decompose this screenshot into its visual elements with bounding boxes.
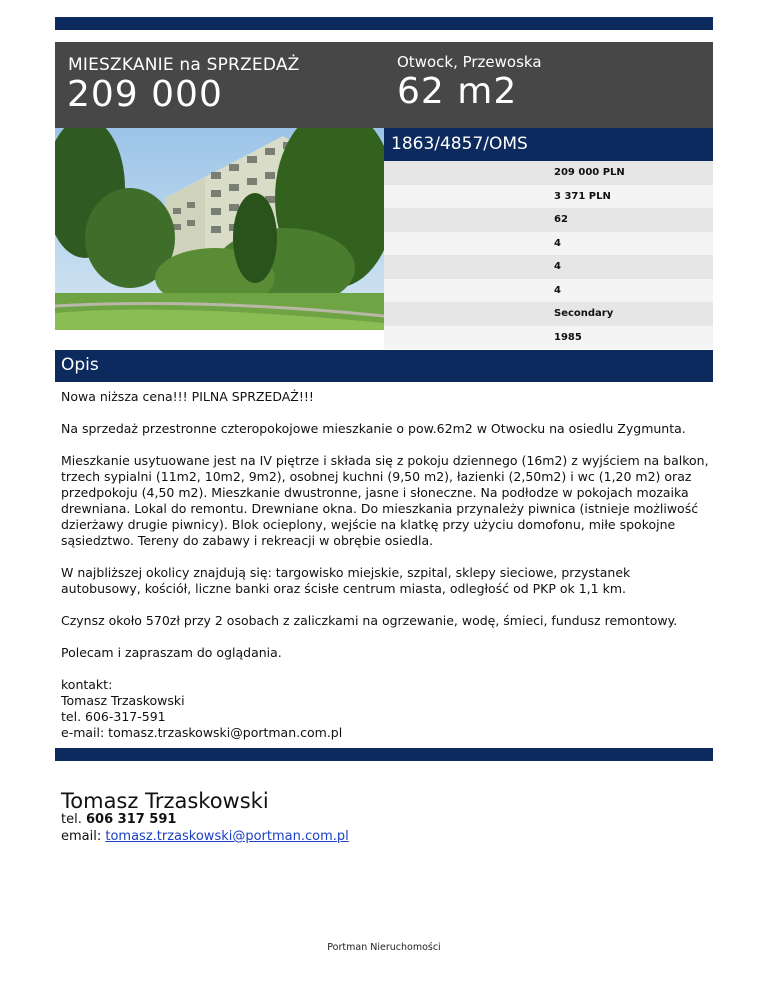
contact-name: Tomasz Trzaskowski — [61, 693, 185, 708]
listing-location: Otwock, Przewoska — [397, 53, 542, 71]
listing-area: 62 m2 — [397, 71, 518, 112]
detail-rooms: 4 — [384, 232, 713, 256]
detail-area: 62 — [384, 208, 713, 232]
top-accent-bar — [55, 17, 713, 30]
property-details-table — [384, 161, 713, 349]
detail-price: 209 000 PLN — [384, 161, 713, 185]
listing-header — [55, 42, 713, 128]
description-body — [61, 389, 711, 741]
detail-market: Secondary — [384, 302, 713, 326]
listing-reference: 1863/4857/OMS — [384, 128, 713, 161]
property-photo — [55, 128, 384, 330]
description-heading: Opis — [55, 350, 713, 382]
desc-paragraph: Polecam i zapraszam do oglądania. — [61, 645, 282, 660]
section-divider-bar — [55, 748, 713, 761]
agent-phone-label: tel. — [61, 812, 82, 827]
agent-phone — [61, 812, 176, 827]
contact-tel: tel. 606-317-591 — [61, 709, 166, 724]
desc-paragraph: Czynsz około 570zł przy 2 osobach z zaliczkami na ogrzewanie, wodę, śmieci, fundusz remontowy. — [61, 613, 678, 628]
agent-email — [61, 829, 349, 844]
detail-floor: 4 — [384, 255, 713, 279]
contact-email: e-mail: tomasz.trzaskowski@portman.com.pl — [61, 725, 343, 740]
desc-paragraph: Mieszkanie usytuowane jest na IV piętrze i składa się z pokoju dziennego (16m2) z wyjściem na balkon, trzech sypialni (11m2, 10m2, 9m2), osobnej kuchni (9,50 m2), łazienki (2,50m2) i wc (1,20 m2) oraz przedpokoju (4,50 m2). Mieszkanie dwustronne, jasne i słoneczne. Na podłodze w pokojach mozaika drewniana. Lokal do remontu. Drewniane okna. Do mieszkania przynależy piwnica (istnieje możliwość dzierżawy drugie piwnicy). Blok ocieplony, wejście na klatkę przy użyciu domofonu, miłe spokojne sąsiedztwo. Tereny do zabawy i rekreacji w obrębie osiedla. — [61, 453, 709, 548]
listing-price: 209 000 — [67, 74, 223, 115]
desc-paragraph: Na sprzedaż przestronne czteropokojowe mieszkanie o pow.62m2 w Otwocku na osiedlu Zygmunta. — [61, 421, 686, 436]
desc-paragraph: Nowa niższa cena!!! PILNA SPRZEDAŻ!!! — [61, 389, 314, 404]
detail-price-per-m2: 3 371 PLN — [384, 185, 713, 209]
agent-email-label: email: — [61, 829, 102, 844]
detail-year-built: 1985 — [384, 326, 713, 350]
detail-floors: 4 — [384, 279, 713, 303]
desc-paragraph: W najbliższej okolicy znajdują się: targowisko miejskie, szpital, sklepy sieciowe, przystanek autobusowy, kościół, liczne banki oraz ścisłe centrum miasta, odległość od PKP ok 1,1 km. — [61, 565, 631, 596]
agent-email-link[interactable]: tomasz.trzaskowski@portman.com.pl — [105, 829, 349, 844]
agent-name: Tomasz Trzaskowski — [61, 789, 269, 813]
agent-phone-number: 606 317 591 — [85, 812, 177, 827]
contact-label: kontakt: — [61, 677, 113, 692]
listing-type: MIESZKANIE na SPRZEDAŻ — [68, 55, 300, 75]
footer-company: Portman Nieruchomości — [327, 942, 441, 953]
